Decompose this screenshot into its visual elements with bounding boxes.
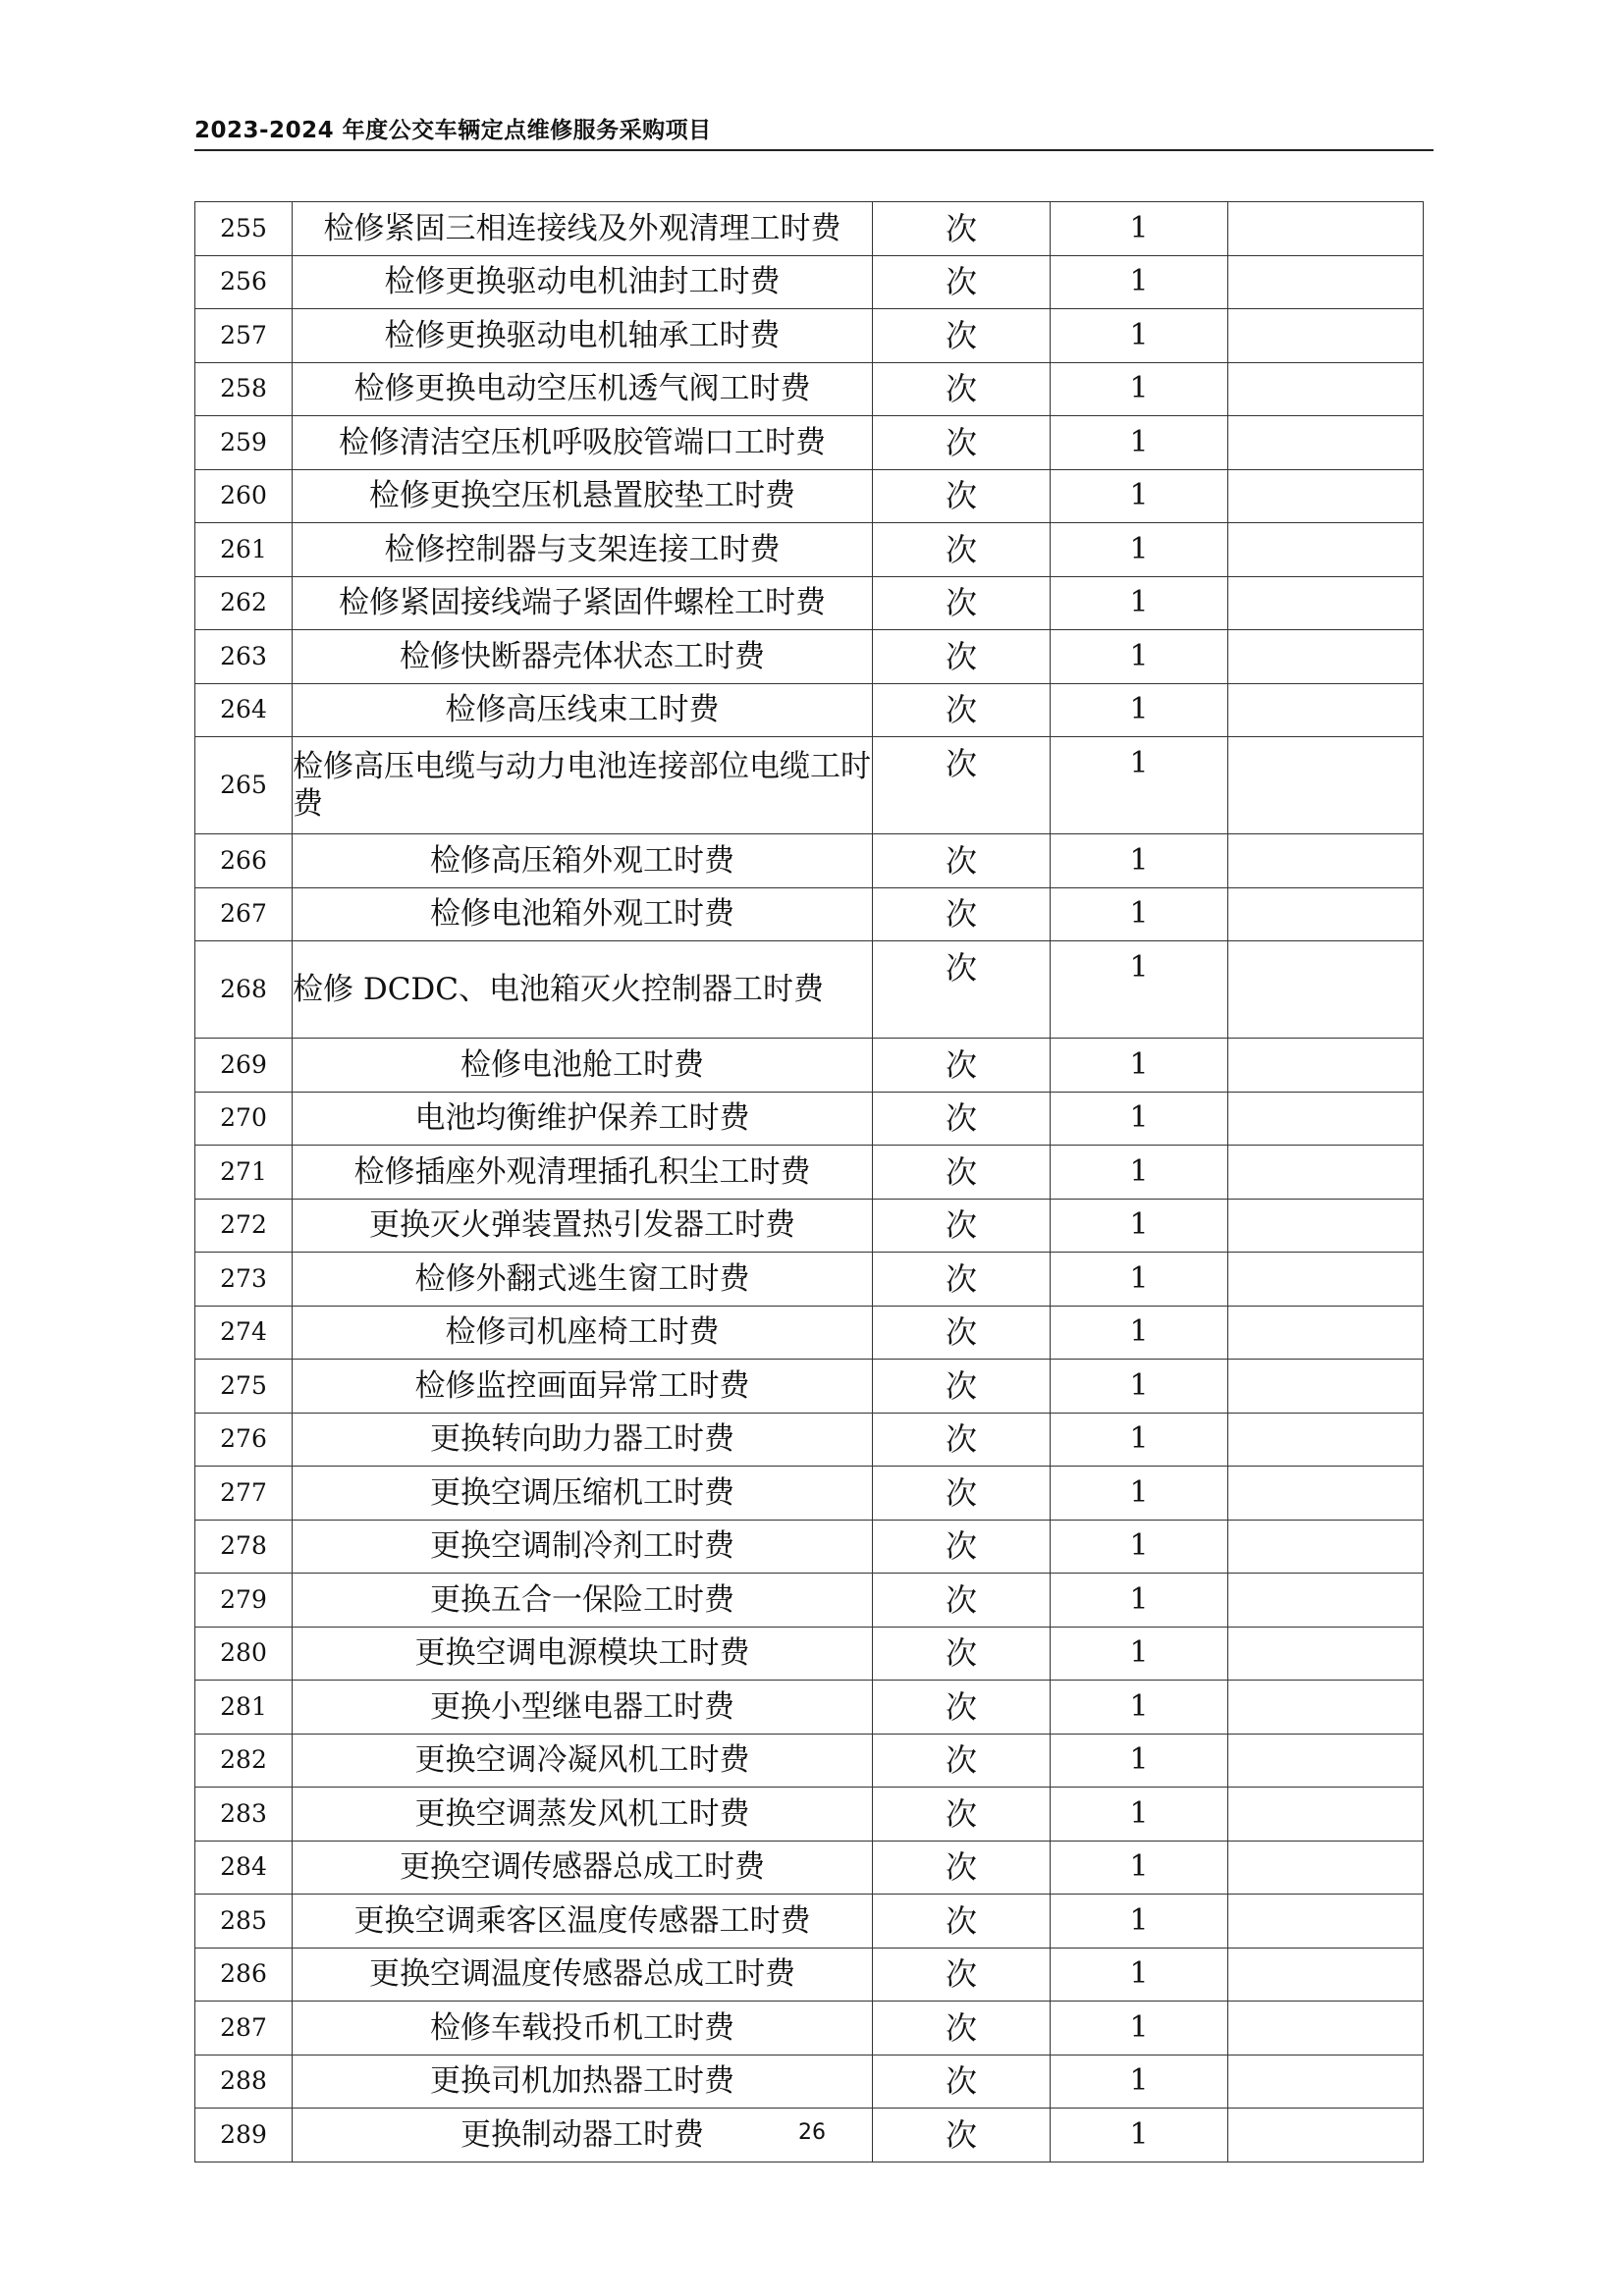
table-row [195, 630, 1424, 684]
item-unit: 次 [873, 1841, 1051, 1895]
item-number: 266 [195, 834, 293, 888]
item-note [1228, 576, 1424, 630]
item-name: 检修外翻式逃生窗工时费 [293, 1253, 873, 1307]
table-row [195, 1306, 1424, 1360]
item-note [1228, 2002, 1424, 2056]
table-row [195, 255, 1424, 309]
item-unit: 次 [873, 2055, 1051, 2109]
item-note [1228, 1092, 1424, 1146]
item-number: 260 [195, 469, 293, 523]
table-row [195, 1253, 1424, 1307]
item-name: 更换五合一保险工时费 [293, 1574, 873, 1628]
item-unit: 次 [873, 1895, 1051, 1949]
item-quantity: 1 [1051, 362, 1228, 416]
item-number: 288 [195, 2055, 293, 2109]
item-note [1228, 416, 1424, 470]
item-quantity: 1 [1051, 1146, 1228, 1200]
item-note [1228, 887, 1424, 941]
item-unit: 次 [873, 362, 1051, 416]
item-unit: 次 [873, 309, 1051, 363]
item-quantity: 1 [1051, 1841, 1228, 1895]
item-unit: 次 [873, 469, 1051, 523]
item-name: 检修高压电缆与动力电池连接部位电缆工时费 [293, 737, 873, 834]
item-number: 268 [195, 941, 293, 1039]
item-note [1228, 1199, 1424, 1253]
item-unit: 次 [873, 202, 1051, 256]
item-number: 287 [195, 2002, 293, 2056]
table-row [195, 1574, 1424, 1628]
item-note [1228, 941, 1424, 1039]
table-body [195, 202, 1424, 2163]
table-row [195, 2055, 1424, 2109]
item-name: 检修监控画面异常工时费 [293, 1360, 873, 1414]
item-note [1228, 1627, 1424, 1681]
item-number: 280 [195, 1627, 293, 1681]
item-name: 检修快断器壳体状态工时费 [293, 630, 873, 684]
item-name: 检修更换电动空压机透气阀工时费 [293, 362, 873, 416]
item-number: 278 [195, 1520, 293, 1574]
item-quantity: 1 [1051, 1306, 1228, 1360]
item-quantity: 1 [1051, 1788, 1228, 1842]
item-note [1228, 1681, 1424, 1735]
item-unit: 次 [873, 1948, 1051, 2002]
item-name: 更换转向助力器工时费 [293, 1413, 873, 1467]
item-number: 283 [195, 1788, 293, 1842]
item-unit: 次 [873, 683, 1051, 737]
item-name: 检修控制器与支架连接工时费 [293, 523, 873, 577]
item-number: 257 [195, 309, 293, 363]
table-row [195, 737, 1424, 834]
item-quantity: 1 [1051, 1895, 1228, 1949]
item-name: 检修 DCDC、电池箱灭火控制器工时费 [293, 941, 873, 1039]
item-name: 更换空调压缩机工时费 [293, 1467, 873, 1521]
table-row [195, 834, 1424, 888]
item-quantity: 1 [1051, 523, 1228, 577]
item-number: 285 [195, 1895, 293, 1949]
item-name: 检修司机座椅工时费 [293, 1306, 873, 1360]
item-unit: 次 [873, 576, 1051, 630]
item-name: 更换制动器工时费 [293, 2109, 873, 2163]
item-note [1228, 469, 1424, 523]
item-unit: 次 [873, 1467, 1051, 1521]
item-quantity: 1 [1051, 1413, 1228, 1467]
table-row [195, 1627, 1424, 1681]
item-name: 检修更换驱动电机轴承工时费 [293, 309, 873, 363]
item-number: 289 [195, 2109, 293, 2163]
item-name: 更换空调传感器总成工时费 [293, 1841, 873, 1895]
item-number: 258 [195, 362, 293, 416]
item-unit: 次 [873, 1520, 1051, 1574]
item-quantity: 1 [1051, 834, 1228, 888]
item-number: 270 [195, 1092, 293, 1146]
table-row [195, 1092, 1424, 1146]
item-note [1228, 1788, 1424, 1842]
item-quantity: 1 [1051, 1948, 1228, 2002]
item-number: 279 [195, 1574, 293, 1628]
table-row [195, 1146, 1424, 1200]
item-quantity: 1 [1051, 630, 1228, 684]
item-quantity: 1 [1051, 1520, 1228, 1574]
item-quantity: 1 [1051, 416, 1228, 470]
item-unit: 次 [873, 834, 1051, 888]
item-number: 262 [195, 576, 293, 630]
table-row [195, 683, 1424, 737]
item-quantity: 1 [1051, 309, 1228, 363]
item-quantity: 1 [1051, 683, 1228, 737]
item-unit: 次 [873, 1574, 1051, 1628]
table-row [195, 202, 1424, 256]
item-quantity: 1 [1051, 255, 1228, 309]
item-note [1228, 1841, 1424, 1895]
item-number: 256 [195, 255, 293, 309]
table-row [195, 1413, 1424, 1467]
page-header [194, 116, 1434, 151]
item-quantity: 1 [1051, 1360, 1228, 1414]
item-unit: 次 [873, 1199, 1051, 1253]
table-row [195, 1360, 1424, 1414]
item-quantity: 1 [1051, 1199, 1228, 1253]
item-name: 更换空调乘客区温度传感器工时费 [293, 1895, 873, 1949]
item-note [1228, 255, 1424, 309]
item-name: 更换空调冷凝风机工时费 [293, 1734, 873, 1788]
item-quantity: 1 [1051, 469, 1228, 523]
item-note [1228, 834, 1424, 888]
item-note [1228, 1253, 1424, 1307]
item-note [1228, 1413, 1424, 1467]
item-number: 274 [195, 1306, 293, 1360]
item-unit: 次 [873, 1788, 1051, 1842]
table-row [195, 1841, 1424, 1895]
item-name: 更换小型继电器工时费 [293, 1681, 873, 1735]
item-note [1228, 309, 1424, 363]
table-row [195, 309, 1424, 363]
item-name: 检修更换空压机悬置胶垫工时费 [293, 469, 873, 523]
item-unit: 次 [873, 941, 1051, 1039]
table-row [195, 469, 1424, 523]
item-note [1228, 630, 1424, 684]
item-number: 282 [195, 1734, 293, 1788]
item-quantity: 1 [1051, 1734, 1228, 1788]
item-number: 272 [195, 1199, 293, 1253]
item-number: 267 [195, 887, 293, 941]
item-note [1228, 202, 1424, 256]
item-name: 检修高压箱外观工时费 [293, 834, 873, 888]
item-note [1228, 362, 1424, 416]
item-name: 电池均衡维护保养工时费 [293, 1092, 873, 1146]
table-row [195, 1467, 1424, 1521]
item-unit: 次 [873, 887, 1051, 941]
table-row [195, 523, 1424, 577]
item-note [1228, 1520, 1424, 1574]
item-name: 检修更换驱动电机油封工时费 [293, 255, 873, 309]
item-quantity: 1 [1051, 2002, 1228, 2056]
table-row [195, 1039, 1424, 1093]
item-unit: 次 [873, 1734, 1051, 1788]
item-unit: 次 [873, 1039, 1051, 1093]
table-row [195, 1895, 1424, 1949]
item-name: 检修紧固三相连接线及外观清理工时费 [293, 202, 873, 256]
item-number: 284 [195, 1841, 293, 1895]
item-number: 255 [195, 202, 293, 256]
item-quantity: 1 [1051, 1039, 1228, 1093]
item-name: 更换司机加热器工时费 [293, 2055, 873, 2109]
document-title: 2023-2024 年度公交车辆定点维修服务采购项目 [194, 118, 712, 143]
item-note [1228, 683, 1424, 737]
item-number: 265 [195, 737, 293, 834]
item-unit: 次 [873, 1627, 1051, 1681]
item-name: 检修电池箱外观工时费 [293, 887, 873, 941]
item-name: 检修高压线束工时费 [293, 683, 873, 737]
item-unit: 次 [873, 2109, 1051, 2163]
item-quantity: 1 [1051, 1681, 1228, 1735]
item-name: 更换空调电源模块工时费 [293, 1627, 873, 1681]
item-name: 检修插座外观清理插孔积尘工时费 [293, 1146, 873, 1200]
item-quantity: 1 [1051, 1574, 1228, 1628]
item-note [1228, 737, 1424, 834]
item-note [1228, 1948, 1424, 2002]
item-unit: 次 [873, 1146, 1051, 1200]
item-unit: 次 [873, 1253, 1051, 1307]
item-number: 271 [195, 1146, 293, 1200]
item-unit: 次 [873, 1413, 1051, 1467]
item-number: 275 [195, 1360, 293, 1414]
table-row [195, 576, 1424, 630]
item-unit: 次 [873, 1681, 1051, 1735]
item-quantity: 1 [1051, 576, 1228, 630]
item-quantity: 1 [1051, 1253, 1228, 1307]
item-note [1228, 1306, 1424, 1360]
item-number: 281 [195, 1681, 293, 1735]
item-quantity: 1 [1051, 2055, 1228, 2109]
item-name: 检修电池舱工时费 [293, 1039, 873, 1093]
item-number: 264 [195, 683, 293, 737]
item-unit: 次 [873, 1360, 1051, 1414]
table-row [195, 1734, 1424, 1788]
item-unit: 次 [873, 1306, 1051, 1360]
item-note [1228, 523, 1424, 577]
table-row [195, 362, 1424, 416]
item-quantity: 1 [1051, 887, 1228, 941]
item-name: 更换空调温度传感器总成工时费 [293, 1948, 873, 2002]
table-row [195, 2002, 1424, 2056]
page-number: 26 [798, 2120, 826, 2145]
table-row [195, 1681, 1424, 1735]
item-note [1228, 1734, 1424, 1788]
item-unit: 次 [873, 523, 1051, 577]
item-number: 269 [195, 1039, 293, 1093]
item-quantity: 1 [1051, 2109, 1228, 2163]
item-note [1228, 1039, 1424, 1093]
item-unit: 次 [873, 255, 1051, 309]
item-quantity: 1 [1051, 1467, 1228, 1521]
item-name: 更换空调蒸发风机工时费 [293, 1788, 873, 1842]
table-row [195, 941, 1424, 1039]
item-name: 更换空调制冷剂工时费 [293, 1520, 873, 1574]
table-row [195, 1948, 1424, 2002]
table-row [195, 1199, 1424, 1253]
item-quantity: 1 [1051, 1092, 1228, 1146]
item-name: 更换灭火弹装置热引发器工时费 [293, 1199, 873, 1253]
item-unit: 次 [873, 630, 1051, 684]
item-name: 检修车载投币机工时费 [293, 2002, 873, 2056]
item-unit: 次 [873, 2002, 1051, 2056]
item-name: 检修紧固接线端子紧固件螺栓工时费 [293, 576, 873, 630]
item-unit: 次 [873, 737, 1051, 834]
item-note [1228, 1467, 1424, 1521]
item-name: 检修清洁空压机呼吸胶管端口工时费 [293, 416, 873, 470]
item-unit: 次 [873, 416, 1051, 470]
table-row [195, 887, 1424, 941]
item-quantity: 1 [1051, 202, 1228, 256]
table-row [195, 416, 1424, 470]
item-note [1228, 1146, 1424, 1200]
item-unit: 次 [873, 1092, 1051, 1146]
table-row [195, 1520, 1424, 1574]
table-row [195, 1788, 1424, 1842]
item-number: 273 [195, 1253, 293, 1307]
item-number: 276 [195, 1413, 293, 1467]
item-number: 259 [195, 416, 293, 470]
item-note [1228, 1895, 1424, 1949]
item-quantity: 1 [1051, 941, 1228, 1039]
item-number: 286 [195, 1948, 293, 2002]
item-quantity: 1 [1051, 1627, 1228, 1681]
item-note [1228, 1360, 1424, 1414]
item-number: 277 [195, 1467, 293, 1521]
item-note [1228, 2055, 1424, 2109]
item-quantity: 1 [1051, 737, 1228, 834]
item-number: 263 [195, 630, 293, 684]
item-number: 261 [195, 523, 293, 577]
service-items-table [194, 201, 1424, 2163]
item-note [1228, 1574, 1424, 1628]
